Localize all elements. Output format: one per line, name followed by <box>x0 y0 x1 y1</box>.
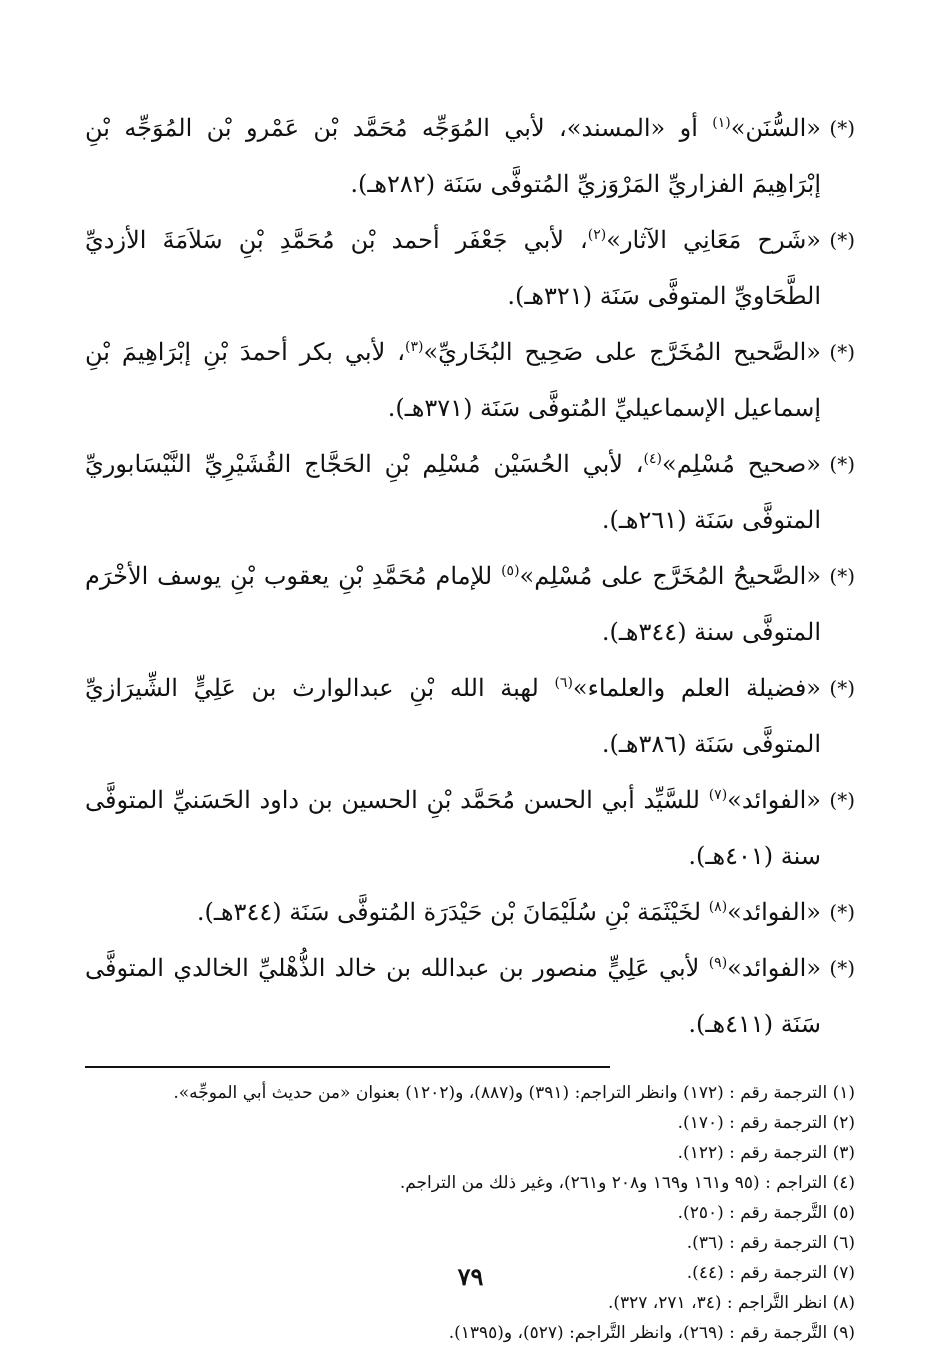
page-number: ٧٩ <box>457 1262 484 1291</box>
asterisk-marker-icon: (*) <box>829 900 855 924</box>
asterisk-marker-icon: (*) <box>829 340 855 364</box>
footnotes <box>85 1078 855 1348</box>
footnote-ref: (٦) <box>554 675 573 691</box>
entry-title: «فضيلة العلم والعلماء» <box>572 674 821 702</box>
list-item <box>85 884 855 940</box>
entry-title: «صحيح مُسْلِم» <box>662 450 821 478</box>
footnote-separator <box>85 1066 855 1068</box>
divider <box>85 1066 610 1068</box>
entry-title: «الصَّحيح المُخَرَّج على صَحِيح البُخَاريِّ» <box>423 338 821 366</box>
entry-text: للسَّيِّد أبي الحسن مُحَمَّد بْنِ الحسين بن داود الحَسَنيِّ المتوفَّى سنة (٤٠١هـ). <box>85 786 821 870</box>
entry-title: «شَرح مَعَانِي الآثار» <box>606 226 821 254</box>
list-item <box>85 772 855 884</box>
page-body <box>85 100 855 1348</box>
list-item <box>85 324 855 436</box>
footnote-item: (٤) التراجم : (٩٥ و١٦١ و١٦٩ و٢٠٨ و٢٦١)، وغير ذلك من التراجم. <box>399 1173 855 1193</box>
list-item <box>85 212 855 324</box>
entry-list <box>85 100 855 1052</box>
entry-title: «الصَّحيحُ المُخَرَّج على مُسْلِم» <box>519 562 822 590</box>
footnote-ref: (٣) <box>404 339 424 355</box>
entry-text: أو «المسند»، لأبي المُوَجِّه مُحَمَّد بْن عَمْرو بْن المُوَجِّه بْنِ إبْرَاهِيمَ الفزاريِّ المَرْوَزيِّ المُتوفَّى سَنَة (٢٨٢هـ). <box>85 114 821 198</box>
footnote-ref: (٧) <box>708 787 728 803</box>
entry-text: ، لأبي جَعْفَر أحمد بْن مُحَمَّدِ بْنِ سَلاَمَةَ الأزديِّ الطَّحَاويِّ المتوفَّى سَنَة (٣٢١هـ). <box>85 226 821 310</box>
entry-title: «الفوائد» <box>727 898 821 926</box>
list-item <box>85 548 855 660</box>
footnote-ref: (٢) <box>587 227 607 243</box>
footnote-item: (٩) التَّرجمة رقم : (٢٦٩)، وانظر التَّراجم: (٥٢٧)، و(١٣٩٥). <box>448 1323 855 1343</box>
footnote-ref: (٩) <box>708 955 728 971</box>
list-item <box>85 940 855 1052</box>
list-item <box>85 436 855 548</box>
footnote-item: (٣) الترجمة رقم : (١٢٢). <box>677 1143 855 1163</box>
footnote-item: (٢) الترجمة رقم : (١٧٠). <box>677 1113 855 1133</box>
footnote-item: (٦) الترجمة رقم : (٣٦). <box>686 1233 855 1253</box>
entry-text: ، لأبي بكر أحمدَ بْنِ إبْرَاهِيمَ بْنِ إسماعيل الإسماعيليِّ المُتوفَّى سَنَة (٣٧١هـ). <box>85 338 821 422</box>
footnote-item: (٥) التَّرجمة رقم : (٢٥٠). <box>677 1203 855 1223</box>
entry-title: «السُّنَن» <box>730 114 821 142</box>
asterisk-marker-icon: (*) <box>829 228 855 252</box>
asterisk-marker-icon: (*) <box>829 788 855 812</box>
asterisk-marker-icon: (*) <box>829 452 855 476</box>
footnote-item: (١) الترجمة رقم : (١٧٢) وانظر التراجم: (٣٩١) و(٨٨٧)، و(١٢٠٢) بعنوان «من حديث أبي الموجِّه». <box>173 1083 855 1103</box>
footnote-item: (٨) انظر التَّراجم : (٣٤، ٢٧١، ٣٢٧). <box>607 1293 855 1313</box>
footnote-ref: (٤) <box>643 451 663 467</box>
entry-title: «الفوائد» <box>727 786 821 814</box>
footnote-ref: (٥) <box>501 563 520 579</box>
footnote-ref: (٨) <box>708 899 728 915</box>
footnote-ref: (١) <box>712 115 731 131</box>
list-item <box>85 100 855 212</box>
asterisk-marker-icon: (*) <box>829 676 855 700</box>
entry-text: لأبي عَلِيٍّ منصور بن عبدالله بن خالد الذُّهْليِّ الخالدي المتوفَّى سَنَة (٤١١هـ). <box>85 954 821 1038</box>
entry-text: لخَيْثَمَة بْنِ سُلَيْمَانَ بْن حَيْدَرَة المُتوفَّى سَنَة (٣٤٤هـ). <box>196 898 709 926</box>
entry-title: «الفوائد» <box>727 954 822 982</box>
entry-text: ، لأبي الحُسَيْن مُسْلِم بْنِ الحَجَّاج القُشَيْرِيِّ النَّيْسَابوريِّ المتوفَّى سَنَة (٢٦١هـ). <box>85 450 821 534</box>
footnote-item: (٧) الترجمة رقم : (٤٤). <box>686 1263 855 1283</box>
asterisk-marker-icon: (*) <box>829 564 855 588</box>
list-item <box>85 660 855 772</box>
entry-text: للإمام مُحَمَّدِ بْنِ يعقوب بْنِ يوسف الأخْرَم المتوفَّى سنة (٣٤٤هـ). <box>85 562 821 646</box>
asterisk-marker-icon: (*) <box>829 116 855 140</box>
asterisk-marker-icon: (*) <box>829 956 855 980</box>
entry-text: لهبة الله بْنِ عبدالوارث بن عَلِيٍّ الشِّيرَازيِّ المتوفَّى سَنَة (٣٨٦هـ). <box>85 674 821 758</box>
